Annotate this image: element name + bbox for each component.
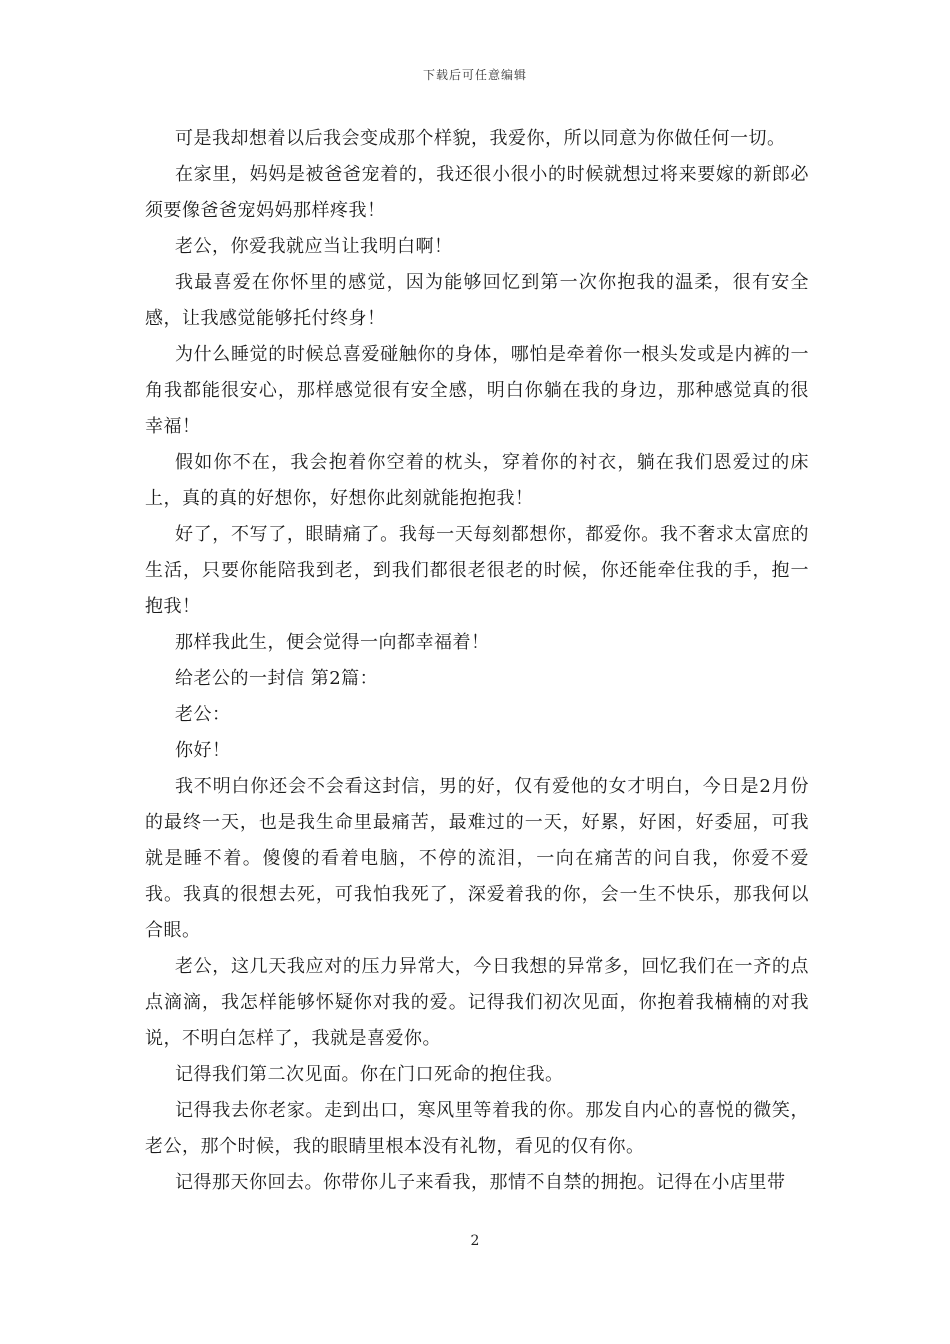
page-header: 下载后可任意编辑 [422, 68, 527, 82]
section-heading: 给老公的一封信 第2篇： [175, 668, 379, 689]
paragraph: 为什么睡觉的时候总喜爱碰触你的身体，哪怕是牵着你一根头发或是内裤的一角我都能很安心，那样感觉很有安全感，明白你躺在我的身边，那种感觉真的很幸福！ [145, 344, 809, 437]
paragraph: 老公，你爱我就应当让我明白啊！ [175, 236, 453, 257]
greeting: 你好！ [175, 740, 231, 761]
paragraph: 记得那天你回去。你带你儿子来看我，那情不自禁的拥抱。记得在小店里带 [175, 1172, 786, 1193]
salutation: 老公： [175, 704, 231, 725]
paragraph: 我不明白你还会不会看这封信，男的好，仅有爱他的女才明白，今日是2月份的最终一天，也是我生命里最痛苦，最难过的一天，好累，好困，好委屈，可我就是睡不着。傻傻的看着电脑，不停的流泪，一向在痛苦的问自我，你爱不爱我。我真的很想去死，可我怕我死了，深爱着我的你，会一生不快乐，那我何以合眼。 [145, 776, 809, 941]
page-number: 2 [470, 1233, 480, 1249]
paragraph: 那样我此生，便会觉得一向都幸福着！ [175, 632, 490, 653]
paragraph: 假如你不在，我会抱着你空着的枕头，穿着你的衬衣，躺在我们恩爱过的床上，真的真的好想你，好想你此刻就能抱抱我！ [145, 452, 809, 509]
paragraph: 我最喜爱在你怀里的感觉，因为能够回忆到第一次你抱我的温柔，很有安全感，让我感觉能够托付终身！ [145, 272, 809, 329]
paragraph: 好了，不写了，眼睛痛了。我每一天每刻都想你，都爱你。我不奢求太富庶的生活，只要你能陪我到老，到我们都很老很老的时候，你还能牵住我的手，抱一抱我！ [145, 524, 809, 617]
paragraph: 记得我去你老家。走到出口，寒风里等着我的你。那发自内心的喜悦的微笑，老公，那个时候，我的眼睛里根本没有礼物，看见的仅有你。 [145, 1100, 809, 1157]
paragraph: 在家里，妈妈是被爸爸宠着的，我还很小很小的时候就想过将来要嫁的新郎必须要像爸爸宠妈妈那样疼我！ [145, 164, 809, 221]
paragraph: 老公，这几天我应对的压力异常大，今日我想的异常多，回忆我们在一齐的点点滴滴，我怎样能够怀疑你对我的爱。记得我们初次见面，你抱着我楠楠的对我说，不明白怎样了，我就是喜爱你。 [145, 956, 809, 1049]
paragraph: 可是我却想着以后我会变成那个样貌，我爱你，所以同意为你做任何一切。 [175, 128, 786, 149]
document-body [145, 121, 809, 1201]
paragraph: 记得我们第二次见面。你在门口死命的抱住我。 [175, 1064, 564, 1085]
